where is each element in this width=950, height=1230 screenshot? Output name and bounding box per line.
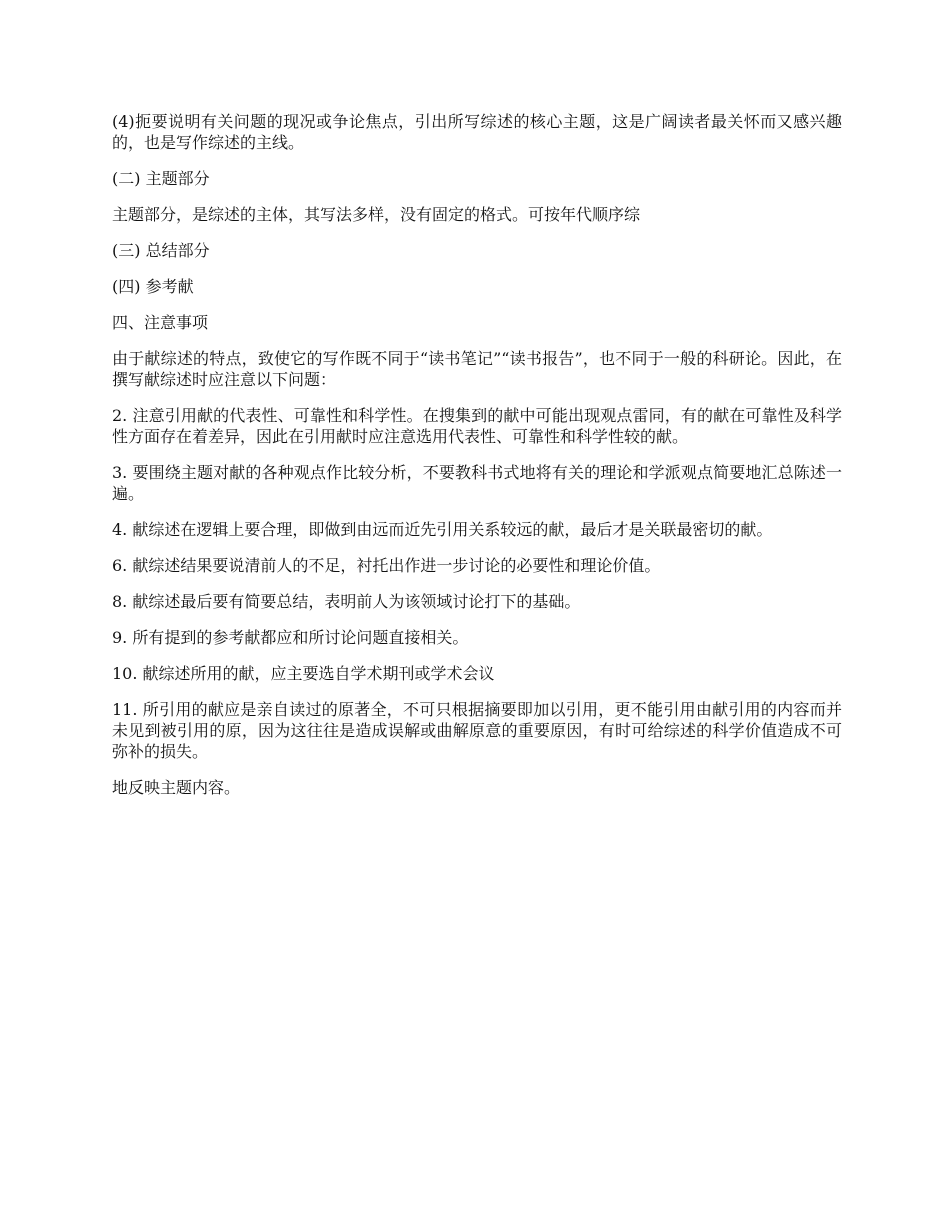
- list-item-3: 3. 要围绕主题对献的各种观点作比较分析，不要教科书式地将有关的理论和学派观点简要地汇总陈述一遍。: [112, 463, 842, 503]
- list-item-2: 2. 注意引用献的代表性、可靠性和科学性。在搜集到的献中可能出现观点雷同，有的献在可靠性及科学性方面存在着差异，因此在引用献时应注意选用代表性、可靠性和科学性较的献。: [112, 406, 842, 446]
- paragraph-notes-intro: 由于献综述的特点，致使它的写作既不同于“读书笔记”“读书报告”，也不同于一般的科研论。因此，在撰写献综述时应注意以下问题：: [112, 349, 842, 389]
- heading-summary-section: (三) 总结部分: [112, 241, 210, 260]
- paragraph-intro-point-4: (4)扼要说明有关问题的现况或争论焦点，引出所写综述的核心主题，这是广阔读者最关怀而又感兴趣的，也是写作综述的主线。: [112, 112, 842, 152]
- heading-main-section: (二) 主题部分: [112, 169, 210, 188]
- document-body: [112, 111, 842, 813]
- heading-references-section: (四) 参考献: [112, 277, 194, 296]
- paragraph-main-section: 主题部分，是综述的主体，其写法多样，没有固定的格式。可按年代顺序综: [112, 205, 641, 224]
- list-item-11: 11. 所引用的献应是亲自读过的原著全，不可只根据摘要即加以引用，更不能引用由献引用的内容而并未见到被引用的原，因为这往往是造成误解或曲解原意的重要原因，有时可给综述的科学价值造成不可弥补的损失。: [112, 700, 842, 761]
- list-item-8: 8. 献综述最后要有简要总结，表明前人为该领域讨论打下的基础。: [112, 592, 581, 611]
- list-item-4: 4. 献综述在逻辑上要合理，即做到由远而近先引用关系较远的献，最后才是关联最密切的献。: [112, 520, 773, 539]
- list-item-9: 9. 所有提到的参考献都应和所讨论问题直接相关。: [112, 628, 469, 647]
- heading-notes: 四、注意事项: [112, 313, 209, 332]
- list-item-6: 6. 献综述结果要说清前人的不足，衬托出作进一步讨论的必要性和理论价值。: [112, 556, 661, 575]
- paragraph-closing: 地反映主题内容。: [112, 778, 241, 797]
- list-item-10: 10. 献综述所用的献，应主要选自学术期刊或学术会议: [112, 664, 495, 683]
